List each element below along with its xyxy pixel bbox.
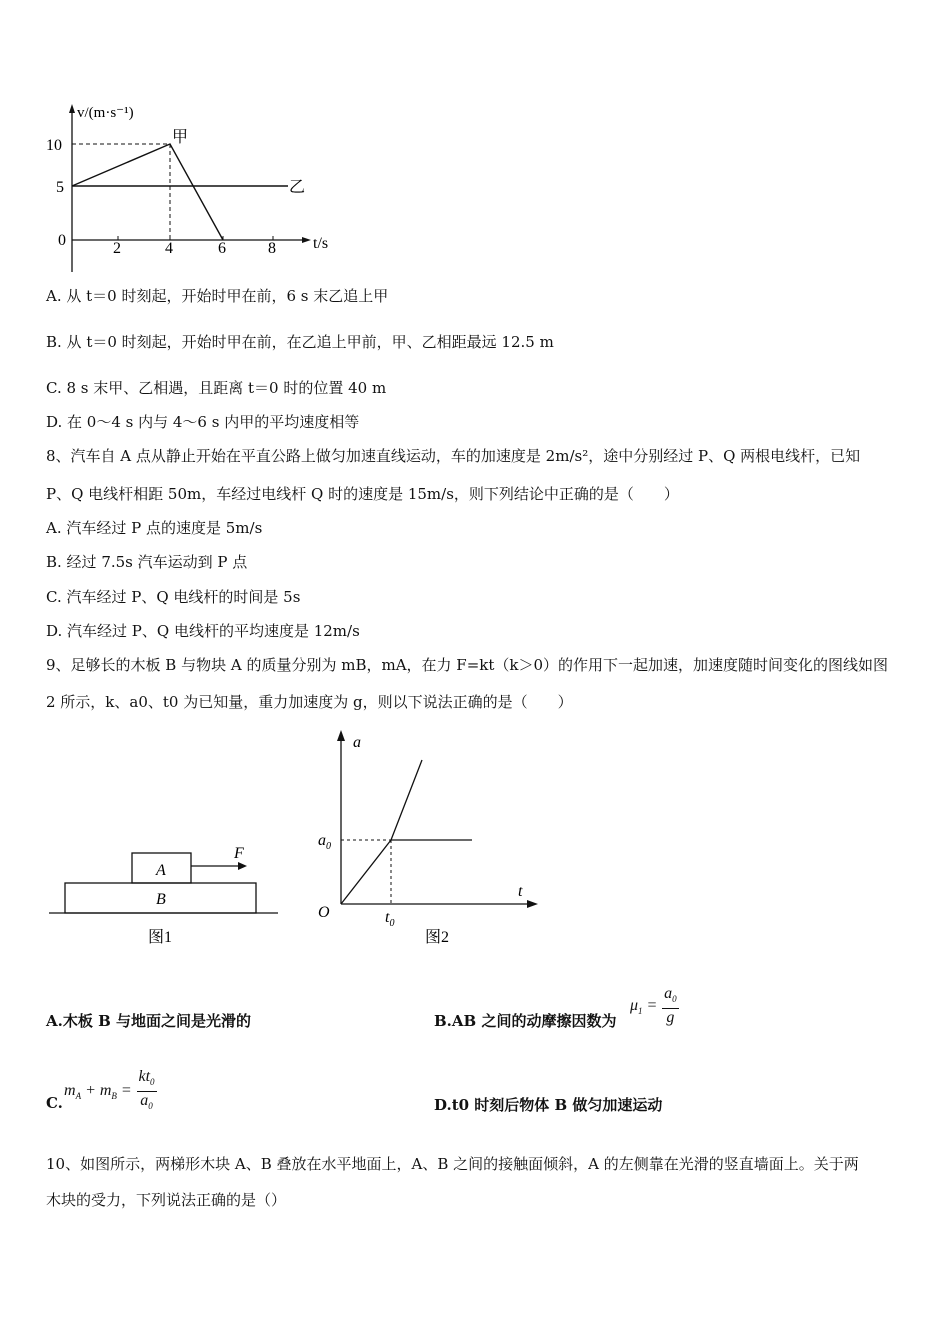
origin-label: O	[318, 904, 330, 921]
q8-stem-line2: P、Q 电线杆相距 50m，车经过电线杆 Q 时的速度是 15m/s，则下列结论中正确的是（ ）	[46, 485, 679, 503]
q9-option-b-formula: $\mu_1$ = $\frac{a_0}{g}$	[630, 985, 677, 1027]
q9-option-c-formula: $m_A + m_B$ = $\frac{kt_0}{a_0}$	[64, 1068, 155, 1112]
board-b-label: B	[156, 891, 166, 908]
q8-option-d: D. 汽车经过 P、Q 电线杆的平均速度是 12m/s	[46, 622, 360, 640]
figure-2-at-graph	[310, 725, 550, 950]
force-label: F	[234, 845, 244, 862]
block-a-label: A	[156, 862, 166, 879]
t-axis-label: t/s	[313, 235, 329, 252]
y-tick-0: 0	[58, 232, 66, 249]
v-axis-label: v/(m·s⁻¹)	[77, 105, 134, 121]
q7-option-c: C. 8 s 末甲、乙相遇，且距离 t＝0 时的位置 40 m	[46, 379, 387, 397]
x-tick-6: 6	[218, 240, 226, 257]
label-jia: 甲	[172, 129, 189, 146]
x-tick-8: 8	[268, 240, 276, 257]
t0-label: $t_0$	[385, 909, 395, 929]
line-a	[391, 760, 422, 840]
q8-option-b: B. 经过 7.5s 汽车运动到 P 点	[46, 553, 248, 571]
q8-stem-line1: 8、汽车自 A 点从静止开始在平直公路上做匀加速直线运动，车的加速度是 2m/s²，途中分别经过 P、Q 两根电线杆，已知	[46, 447, 861, 465]
q7-option-a: A. 从 t＝0 时刻起，开始时甲在前，6 s 末乙追上甲	[46, 287, 389, 305]
y-tick-5: 5	[56, 179, 64, 196]
v-axis-arrow	[69, 104, 75, 113]
q7-option-b: B. 从 t＝0 时刻起，开始时甲在前，在乙追上甲前，甲、乙相距最远 12.5 m	[46, 333, 554, 351]
q9-stem-line2: 2 所示，k、a0、t0 为已知量，重力加速度为 g，则以下说法正确的是（ ）	[46, 693, 573, 711]
figure-2-caption: 图2	[425, 929, 450, 946]
q9-option-b-text: B.AB 之间的动摩擦因数为	[434, 1012, 617, 1030]
q9-option-a: A.木板 B 与地面之间是光滑的	[46, 1012, 251, 1030]
label-yi: 乙	[289, 179, 306, 196]
q9-stem-line1: 9、足够长的木板 B 与物块 A 的质量分别为 mB，mA，在力 F=kt（k＞0）的作用下一起加速，加速度随时间变化的图线如图	[46, 656, 889, 674]
q10-stem-line2: 木块的受力，下列说法正确的是（）	[46, 1191, 287, 1209]
vt-graph	[40, 95, 340, 275]
x-tick-2: 2	[113, 240, 121, 257]
figure-1-blocks	[45, 840, 285, 950]
a0-label: $a_0$	[318, 832, 331, 852]
figure-1-caption: 图1	[148, 929, 173, 946]
q9-option-d: D.t0 时刻后物体 B 做匀加速运动	[434, 1096, 663, 1114]
q10-stem-line1: 10、如图所示，两梯形木块 A、B 叠放在水平地面上，A、B 之间的接触面倾斜，A 的左侧靠在光滑的竖直墙面上。关于两	[46, 1155, 859, 1173]
y-tick-10: 10	[46, 137, 62, 154]
q8-option-c: C. 汽车经过 P、Q 电线杆的时间是 5s	[46, 588, 301, 606]
line-jia	[72, 144, 223, 240]
t-axis-label-2: t	[518, 883, 523, 900]
a-axis-label: a	[353, 734, 361, 751]
line-common	[341, 840, 391, 904]
t-axis-arrow	[302, 237, 311, 243]
q7-option-d: D. 在 0～4 s 内与 4～6 s 内甲的平均速度相等	[46, 413, 360, 431]
x-tick-4: 4	[165, 240, 173, 257]
q8-option-a: A. 汽车经过 P 点的速度是 5m/s	[46, 519, 263, 537]
q9-option-c-label: C.	[46, 1094, 63, 1112]
